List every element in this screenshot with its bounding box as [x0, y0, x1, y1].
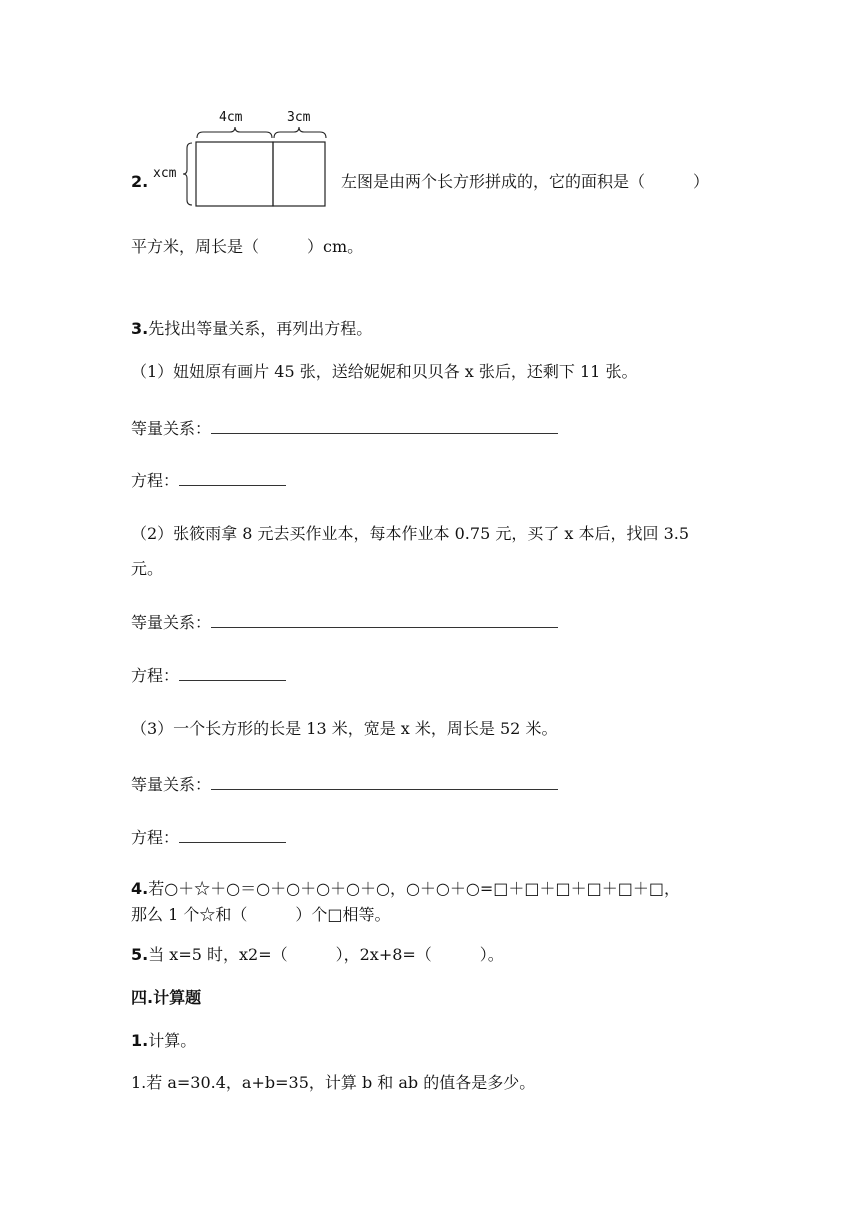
equation-row-2 — [131, 665, 286, 687]
relation-row-2 — [131, 612, 558, 634]
calc-item-1: 1.若 a=30.4，a+b=35，计算 b 和 ab 的值各是多少。 — [131, 1073, 536, 1092]
question-4-line1 — [131, 878, 680, 900]
right-rectangle — [273, 142, 325, 206]
question-3-item-3: （3）一个长方形的长是 13 米，宽是 x 米，周长是 52 米。 — [131, 719, 558, 738]
width-label-3cm: 3cm — [287, 110, 311, 125]
question-2-text-line2: 平方米，周长是（ ）cm。 — [131, 237, 364, 256]
question-4-line2: 那么 1 个☆和（ ）个□相等。 — [131, 905, 391, 924]
relation-label: 等量关系： — [131, 775, 212, 794]
question-3-instruction: 先找出等量关系，再列出方程。 — [148, 319, 373, 338]
brace-4cm — [197, 127, 272, 138]
question-number: 2. — [131, 172, 149, 191]
width-label-4cm: 4cm — [219, 110, 243, 125]
section-title: 四.计算题 — [131, 988, 202, 1007]
two-rectangles-figure — [180, 104, 340, 210]
brace-xcm — [183, 143, 192, 205]
relation-row-1 — [131, 418, 558, 440]
question-4-text: 若○＋☆＋○＝○＋○＋○＋○＋○，○＋○＋○=□＋□＋□＋□＋□＋□， — [148, 879, 680, 898]
equation-row-3 — [131, 827, 286, 849]
equation-label: 方程： — [131, 666, 180, 685]
question-2-text-line1: 左图是由两个长方形拼成的，它的面积是（ ） — [341, 172, 710, 191]
relation-label: 等量关系： — [131, 419, 212, 438]
equation-answer-blank[interactable] — [179, 666, 286, 681]
relation-answer-blank[interactable] — [211, 419, 558, 434]
question-number: 3. — [131, 319, 149, 338]
height-label-xcm: xcm — [153, 166, 177, 181]
equation-label: 方程： — [131, 471, 180, 490]
calc-question-title: 计算。 — [148, 1031, 197, 1050]
question-number: 5. — [131, 945, 149, 964]
question-5-text: 当 x=5 时，x2=（ ），2x+8=（ ）。 — [148, 945, 504, 964]
question-number: 1. — [131, 1031, 149, 1050]
left-rectangle — [196, 142, 273, 206]
equation-answer-blank[interactable] — [179, 471, 286, 486]
relation-answer-blank[interactable] — [211, 613, 558, 628]
question-3-title — [131, 318, 372, 340]
question-3-item-1: （1）妞妞原有画片 45 张，送给妮妮和贝贝各 x 张后，还剩下 11 张。 — [131, 362, 638, 381]
equation-answer-blank[interactable] — [179, 828, 286, 843]
question-5 — [131, 944, 504, 966]
relation-answer-blank[interactable] — [211, 775, 558, 790]
brace-3cm — [274, 127, 326, 138]
question-number: 4. — [131, 879, 149, 898]
question-3-item-2-line2: 元。 — [131, 559, 164, 578]
equation-label: 方程： — [131, 828, 180, 847]
question-3-item-2-line1: （2）张筱雨拿 8 元去买作业本，每本作业本 0.75 元，买了 x 本后，找回 3.5 — [131, 524, 690, 543]
relation-label: 等量关系： — [131, 613, 212, 632]
relation-row-3 — [131, 774, 558, 796]
calc-question-1 — [131, 1030, 196, 1052]
equation-row-1 — [131, 470, 286, 492]
